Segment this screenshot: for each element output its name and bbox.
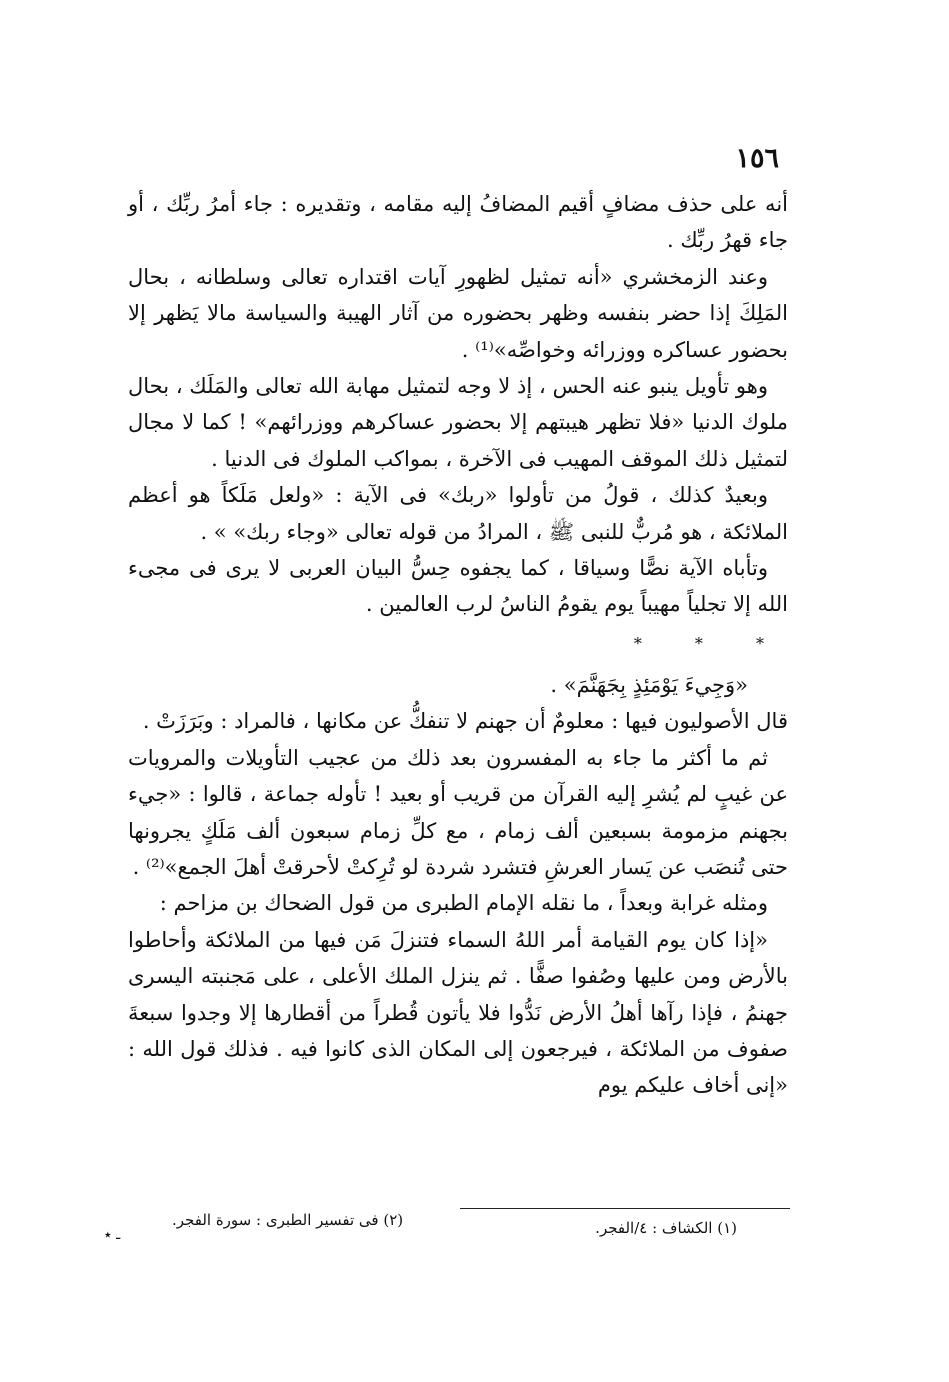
margin-mark: ـ ٭	[104, 1227, 121, 1243]
paragraph: وهو تأويل ينبو عنه الحس ، إذ لا وجه لتمثيل مهابة الله تعالى والمَلَك ، بحال ملوك الدنيا «فلا تظهر هيبتهم إلا بحضور عساكرهم ووزرائهم» ! كما لا مجال لتمثيل ذلك الموقف المهيب فى الآخرة ، بمواكب الملوك فى الدنيا .	[128, 374, 788, 471]
paragraph: وعند الزمخشري «أنه تمثيل لظهورِ آيات اقتداره تعالى وسلطانه ، بحال المَلِكَ إذا حضر بنفسه وظهر بحضوره من آثار الهيبة والسياسة مالا يَظهر إلا بحضور عساكره ووزرائه وخواصِّه»⁽¹⁾ .	[128, 264, 788, 362]
quran-verse-quote: «وَجِيءَ يَوْمَئِذٍ بِجَهَنَّمَ» .	[550, 672, 748, 697]
footnote-2: (٢) فى تفسير الطبرى : سورة الفجر.	[172, 1211, 404, 1229]
paragraph: وتأباه الآية نصًّا وسياقا ، كما يجفوه حِسُّ البيان العربى لا يرى فى مجىء الله إلا تجلياً مهيباً يوم يقومُ الناسُ لرب العالمين .	[128, 556, 788, 617]
footnote-1: (١) الكشاف : ٤/الفجر.	[595, 1219, 737, 1237]
paragraph: ثم ما أكثر ما جاء به المفسرون بعد ذلك من عجيب التأويلات والمرويات عن غيبٍ لم يُشرِ إليه القرآن من قريب أو بعيد ! تأوله جماعة ، قالوا : «جيء بجهنم مزمومة بسبعين ألف زمام ، مع كلِّ زمام سبعون ألف مَلَكٍ يجرونها حتى تُنصَب عن يَسار العرشِ فتشرد شردة لو تُرِكتْ لأحرقتْ أهلَ الجمع»⁽²⁾ .	[128, 745, 788, 879]
paragraph: وبعيدٌ كذلك ، قولُ من تأولوا «ربك» فى الآية : «ولعل مَلَكاً هو أعظم الملائكة ، هو مُربٌّ للنبى ﷺ ، المرادُ من قوله تعالى «وجاء ربك» » .	[128, 483, 788, 544]
paragraph: أنه على حذف مضافٍ أقيم المضافُ إليه مقامه ، وتقديره : جاء أمرُ ربِّك ، أو جاء قهرُ ربِّك .	[128, 192, 788, 253]
body-text	[128, 186, 788, 1104]
section-separator: * * *	[633, 633, 788, 653]
paragraph: ومثله غرابة وبعداً ، ما نقله الإمام الطبرى من قول الضحاك بن مزاحم :	[159, 891, 768, 916]
paragraph: «إذا كان يوم القيامة أمر اللهُ السماء فتنزلَ مَن فيها من الملائكة وأحاطوا بالأرض ومن عليها وصُفوا صفًّا . ثم ينزل الملك الأعلى ، على مَجنبته اليسرى جهنمُ ، فإذا رآها أهلُ الأرض نَدُّوا فلا يأتون قُطراً من أقطارها إلا وجدوا سبعةَ صفوف من الملائكة ، فيرجعون إلى المكان الذى كانوا فيه . فذلك قول الله : «إنى أخاف عليكم يوم	[128, 927, 788, 1098]
footnote-rule	[460, 1208, 790, 1209]
paragraph: قال الأصوليون فيها : معلومٌ أن جهنم لا تنفكُّ عن مكانها ، فالمراد : وبَرَزَتْ .	[142, 709, 788, 734]
page-number: ١٥٦	[735, 143, 779, 174]
